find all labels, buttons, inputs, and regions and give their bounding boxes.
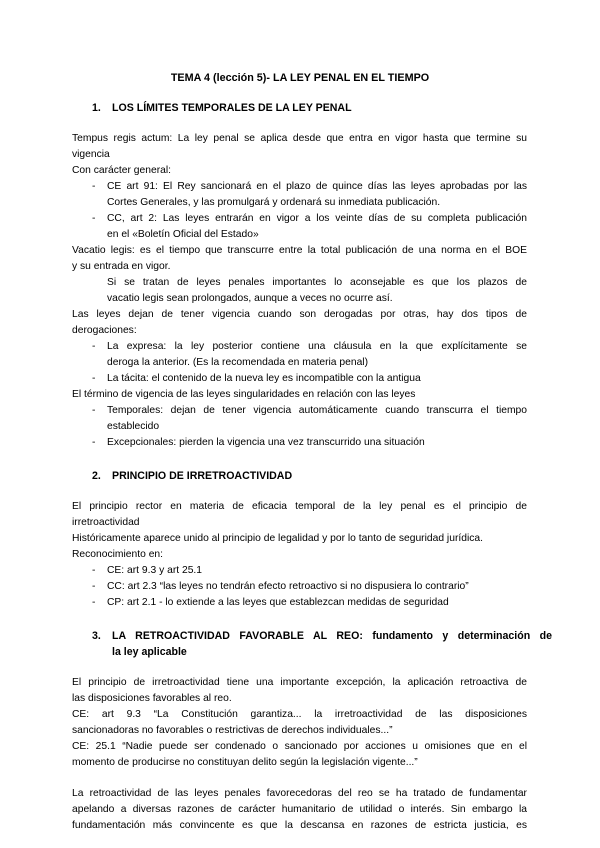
rector-line-2: irretroactividad — [72, 517, 140, 528]
list-item-text: Cortes Generales, y las promulgará y ordenará su inmediata publicación. — [107, 197, 441, 208]
list-item-text: CE art 91: El Rey sancionará en el plazo de quince días las leyes aprobadas por las — [107, 181, 527, 192]
list-item-text: Temporales: dejan de tener vigencia automáticamente cuando transcurra el tiempo — [107, 405, 527, 416]
list-item-text: establecido — [107, 421, 160, 432]
list-item-text: La tácita: el contenido de la nueva ley es incompatible con la antigua — [107, 373, 421, 384]
list-item-text: en el «Boletín Oficial del Estado» — [107, 229, 259, 240]
general-label: Con carácter general: — [72, 165, 172, 176]
ce251-line-2: momento de producirse no constituyan delito según la legislación vigente...” — [72, 757, 418, 768]
derog-line-1: Las leyes dejan de tener vigencia cuando son derogadas por otras, hay dos tipos de — [72, 309, 527, 320]
section-number: 1. — [92, 102, 101, 114]
section-number: 2. — [92, 470, 101, 482]
derog-line-2: derogaciones: — [72, 325, 137, 336]
rector-line-1: El principio rector en materia de eficacia temporal de la ley penal es el principio de — [72, 501, 527, 512]
list-item-text: deroga la anterior. (Es la recomendada en materia penal) — [107, 357, 369, 368]
excepcion-line-2: las disposiciones favorables al reo. — [72, 693, 232, 704]
fundamento-line-1: La retroactividad de las leyes penales favorecedoras del reo se ha tratado de fundamentar — [72, 788, 527, 799]
historic-line: Históricamente aparece unido al principio de legalidad y por lo tanto de seguridad jurídica. — [72, 533, 483, 544]
list-item-text: CE: art 9.3 y art 25.1 — [107, 565, 203, 576]
list-item-text: CC, art 2: Las leyes entrarán en vigor a los veinte días de su completa publicación — [107, 213, 527, 224]
section-title: LOS LÍMITES TEMPORALES DE LA LEY PENAL — [112, 102, 352, 114]
tempus-line-2: vigencia — [72, 149, 110, 160]
section-title: la ley aplicable — [112, 646, 187, 658]
list-item-text: La expresa: la ley posterior contiene una cláusula en la que explícitamente se — [107, 341, 527, 352]
document-page: TEMA 4 (lección 5)- LA LEY PENAL EN EL TIEMPO 1. LOS LÍMITES TEMPORALES DE LA LEY PENAL Tempus regis actum: La ley penal se aplica desde que entra en vigor hasta que termine su vigencia Con carácter general: - CE art 91: El Rey sancionará en el plazo de quince días las leyes aprobadas por las Cortes Generales, y las promulgará y ordenará su inmediata publicación. - CC, art 2: Las leyes entrarán en vigor a los veinte días de su completa publicación en el «Boletín Oficial del Estado» Vacatio legis: es el tiempo que transcurre entre la total publicación de una norma en el BOE y su entrada en vigor. Si se tratan de leyes penales importantes lo aconsejable es que los plazos de vacatio legis sean prolongados, aunque a veces no ocurre así. Las leyes dejan de tener vigencia cuando son derogadas por otras, hay dos tipos de derogaciones: - La expresa: la ley posterior contiene una cláusula en la que explícitamente se deroga la anterior. (Es la recomendada en materia penal) - La tácita: el contenido de la nueva ley es incompatible con la antigua El término de vigencia de las leyes singularidades en relación con las leyes - Temporales: dejan de tener vigencia automáticamente cuando transcurra el tiempo establecido - Excepcionales: pierden la vigencia una vez transcurrido una situación 2. PRINCIPIO DE IRRETROACTIVIDAD El principio rector en materia de eficacia temporal de la ley penal es el principio de irretroactividad Históricamente aparece unido al principio de legalidad y por lo tanto de seguridad jurídica. Reconocimiento en: - CE: art 9.3 y art 25.1 - CC: art 2.3 “las leyes no tendrán efecto retroactivo si no dispusiera lo contrario” - CP: art 2.1 - lo extiende a las leyes que establezcan medidas de seguridad 3. LA RETROACTIVIDAD FAVORABLE AL REO: fundamento y determinación de la ley aplicable El principio de irretroactividad tiene una importante excepción, la aplicación retroactiva de las disposiciones favorables al reo. CE: art 9.3 “La Constitución garantiza... la irretroactividad de las disposiciones sancionadoras no favorables o restrictivas de derechos individuales...” CE: 25.1 “Nadie puede ser condenado o sancionado por acciones u omisiones que en el momento de producirse no constituyan delito según la legislación vigente...” La retroactividad de las leyes penales favorecedoras del reo se ha tratado de fundamentar apelando a diversas razones de carácter humanitario de utilidad o interés. Sin embargo la fundamentación más convincente es que la descansa en razones de estricta justicia, es — [0, 0, 600, 848]
tempus-line-1: Tempus regis actum: La ley penal se aplica desde que entra en vigor hasta que termine su — [72, 133, 527, 144]
vacatio-line-1: Vacatio legis: es el tiempo que transcurre entre la total publicación de una norma en el BOE — [72, 245, 527, 256]
fundamento-line-3: fundamentación más convincente es que la descansa en razones de estricta justicia, es — [72, 820, 527, 831]
list-item-text: CC: art 2.3 “las leyes no tendrán efecto retroactivo si no dispusiera lo contrario” — [107, 581, 469, 592]
excepcion-line-1: El principio de irretroactividad tiene una importante excepción, la aplicación retroactiva de — [72, 677, 527, 688]
vacatio-line-2: y su entrada en vigor. — [72, 261, 171, 272]
section-title: LA RETROACTIVIDAD FAVORABLE AL REO: fundamento y determinación de — [112, 630, 552, 642]
list-item-text: CP: art 2.1 - lo extiende a las leyes que establezcan medidas de seguridad — [107, 597, 449, 608]
section-number: 3. — [92, 630, 101, 642]
ce93-line-2: sancionadoras no favorables o restrictivas de derechos individuales...” — [72, 725, 393, 736]
vacatio-indent-2: vacatio legis sean prolongados, aunque a veces no ocurre así. — [107, 293, 393, 304]
page-title: TEMA 4 (lección 5)- LA LEY PENAL EN EL TIEMPO — [170, 72, 430, 84]
section-title: PRINCIPIO DE IRRETROACTIVIDAD — [112, 470, 293, 482]
termino-line: El término de vigencia de las leyes singularidades en relación con las leyes — [72, 389, 416, 400]
list-item-text: Excepcionales: pierden la vigencia una vez transcurrido una situación — [107, 437, 425, 448]
fundamento-line-2: apelando a diversas razones de carácter humanitario de utilidad o interés. Sin embargo la — [72, 804, 527, 815]
vacatio-indent-1: Si se tratan de leyes penales importantes lo aconsejable es que los plazos de — [107, 277, 527, 288]
ce251-line-1: CE: 25.1 “Nadie puede ser condenado o sancionado por acciones u omisiones que en el — [72, 741, 527, 752]
reconocimiento-label: Reconocimiento en: — [72, 549, 164, 560]
ce93-line-1: CE: art 9.3 “La Constitución garantiza... la irretroactividad de las disposiciones — [72, 709, 527, 720]
